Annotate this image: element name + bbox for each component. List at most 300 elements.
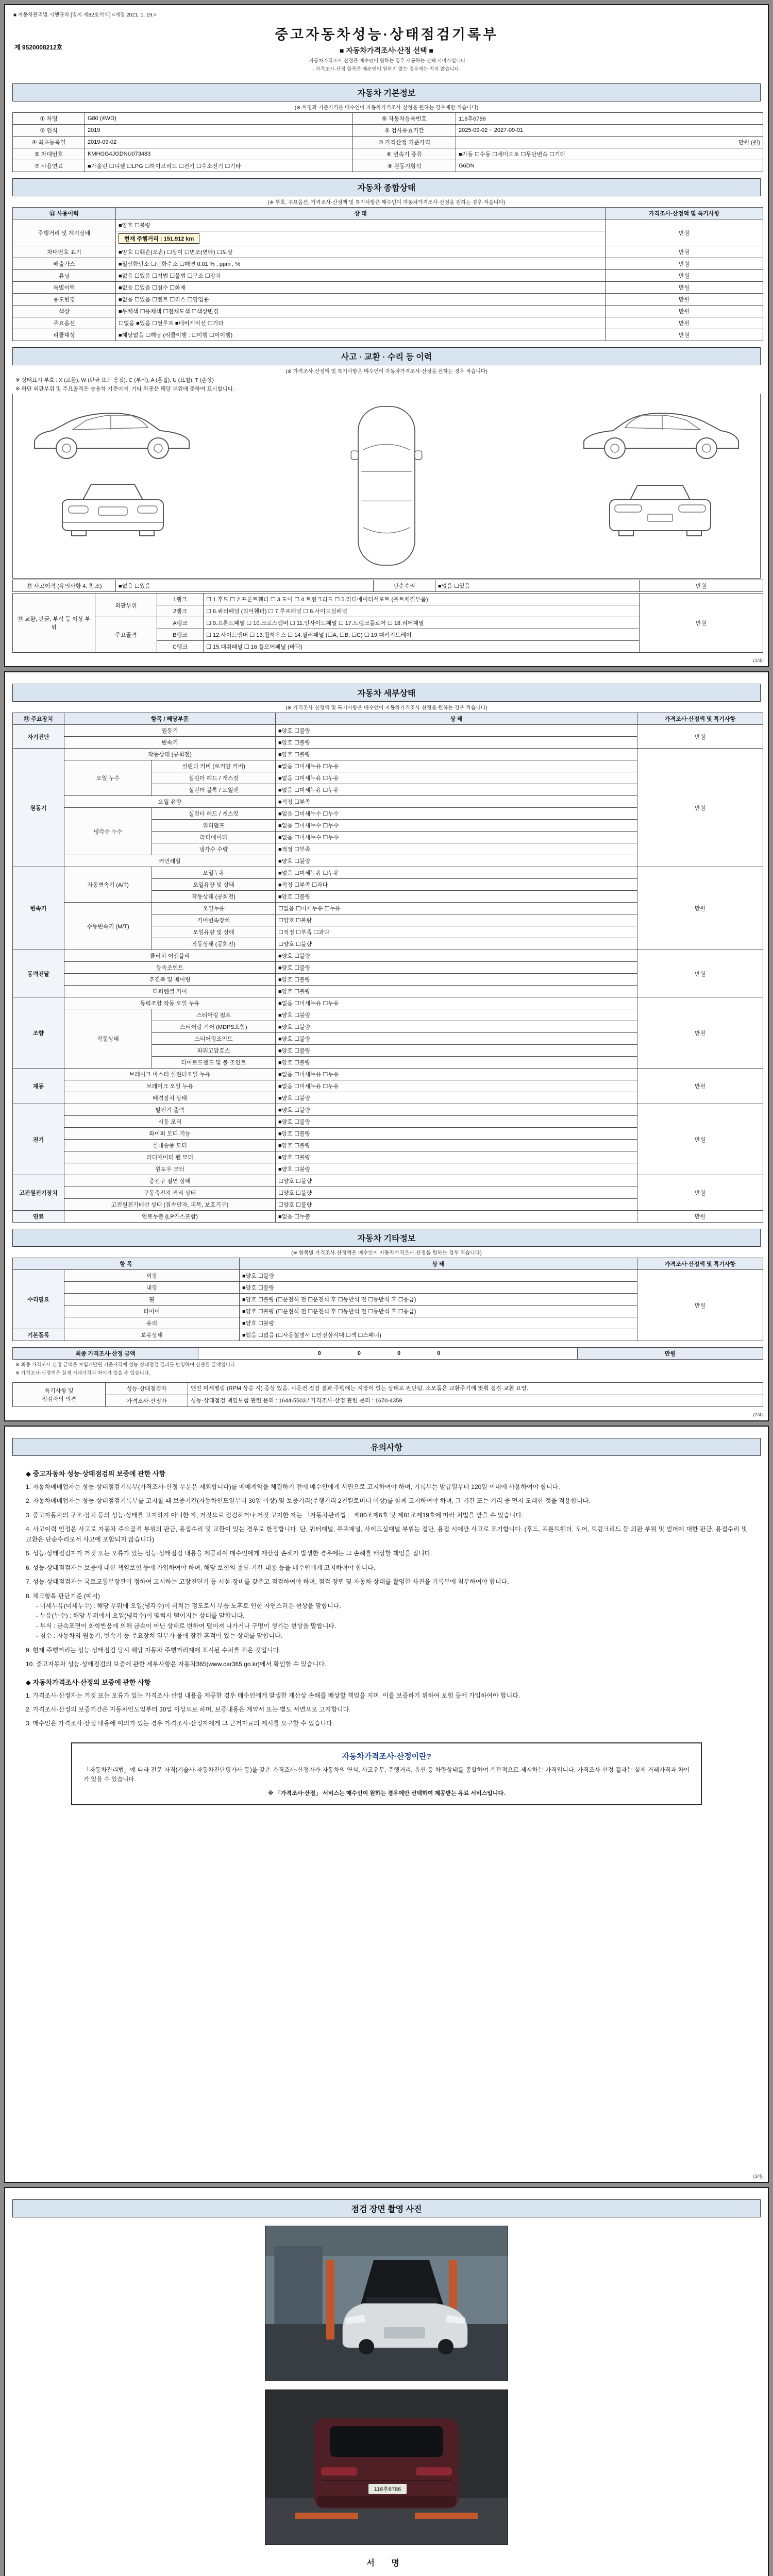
column-header: 상 태 [240, 1258, 637, 1270]
cell: 색상 [13, 306, 116, 317]
table-row [13, 294, 763, 306]
table-row [13, 1104, 763, 1116]
price-amount-cell: 만원 (원) [456, 137, 763, 148]
table-row [13, 580, 763, 592]
cell: ⑥ 변속기 종류 [353, 148, 456, 160]
checkbox-group[interactable]: ■양호 ☐불량 [276, 1163, 637, 1175]
group-label: 전기 [13, 1104, 64, 1175]
cell: 단순수리 [374, 580, 435, 592]
engine-type: G6DN [456, 160, 763, 172]
cell: 충전구 절연 상태 [64, 1175, 276, 1187]
section-title-accident: 사고 · 교환 · 수리 등 이력 [12, 347, 761, 365]
final-price-table [12, 1347, 761, 1360]
cell: 변속기 [64, 737, 276, 749]
checkbox-group[interactable]: ■양호 ☐불량 [276, 1151, 637, 1163]
table-row [13, 329, 763, 341]
cell: C랭크 [157, 641, 204, 653]
checkbox-group[interactable]: ■해당없음 ☐해당 (리콜이행 : ☐이행 ☐미이행) [116, 329, 606, 341]
checkbox-group[interactable]: ■양호 ☐불량 [276, 962, 637, 974]
cell: ⑦ 사용연료 [13, 160, 85, 172]
inspector-opinion-table [12, 1382, 761, 1407]
cell: 커먼레일 [64, 855, 276, 867]
notice-item: 7. 성능·상태점검자는 국토교통부장관이 정하여 고시하는 고장진단기 등 시설·장비를 갖추고 점검하여야 하며, 점검 장면 및 자동차 상태를 촬영한 사진을 기록부에 첨부하여야 합니다. [26, 1578, 509, 1586]
table-row [13, 317, 763, 329]
info-box-title: 자동차가격조사·산정이란? [342, 1752, 431, 1761]
cell: 윈도우 모터 [64, 1163, 276, 1175]
price-amount-cell: 만원 [637, 725, 763, 749]
checkbox-group[interactable]: ■없음 ☐미세누수 ☐누수 [276, 832, 637, 843]
checkbox-group[interactable]: ■없음 ☐미세누유 ☐누유 [276, 997, 637, 1009]
checkbox-group[interactable]: ■없음 ☐미세누유 ☐누유 [276, 772, 637, 784]
info-box-body: 「자동차관리법」에 따라 전문 자격(기술사·자동차진단평가사 등)을 갖춘 가격조사·산정자가 자동차의 연식, 사고유무, 주행거리, 옵션 등 차량상태를 종합하여 객관적으로 제시하는 가격입니다. 가격조사·산정 결과는 실제 거래가격과 차이가 있을 수 있습니다. [83, 1767, 690, 1783]
price-amount-cell: 만원 [606, 258, 763, 270]
price-amount-cell: 만원 [637, 1211, 763, 1223]
diagram-left-column [25, 401, 200, 544]
car-side-right-diagram [573, 401, 748, 468]
cell: 오일 누수 [64, 760, 152, 796]
cell: 실린더 블록 / 오일팬 [152, 784, 276, 796]
cell: ② 연식 [13, 125, 85, 137]
table-row [13, 950, 763, 962]
diagram-right-column [573, 401, 748, 544]
checkbox-group[interactable]: ■있음 ☐없음 (☐사용설명서 ☐안전삼각대 ☐잭 ☐스패너) [240, 1329, 637, 1341]
checkbox-group[interactable]: ■양호 ☐불량 [276, 1104, 637, 1116]
checkbox-group[interactable]: ■양호 ☐불량 [240, 1270, 637, 1282]
checkbox-group[interactable]: ■양호 ☐불량 [276, 891, 637, 903]
table-row [13, 1175, 763, 1187]
group-label: 자기진단 [13, 725, 64, 749]
cell: 타이로드엔드 및 볼 조인트 [152, 1057, 276, 1069]
checkbox-group[interactable]: ■양호 ☐불량 [240, 1282, 637, 1294]
section-note-basic-info: (※ 차명과 기준가격은 매수인이 자동차가격조사·산정을 원하는 경우에만 적습니다) [294, 105, 479, 111]
checkbox-group[interactable]: ■없음 ☐미세누유 ☐누유 [276, 784, 637, 796]
cell: 클러치 어셈블리 [64, 950, 276, 962]
checkbox-group[interactable]: ■양호 ☐불량 [276, 1092, 637, 1104]
checkbox-group[interactable]: ■자동 ☐수동 ☐세미오토 ☐무단변속 ☐기타 [456, 148, 763, 160]
page-marker-2: (2/4) [753, 1412, 763, 1417]
cell: 2랭크 [157, 605, 204, 617]
checkbox-group[interactable]: ■없음 ☐미세누수 ☐누수 [276, 820, 637, 832]
checkbox-group[interactable]: ☐양호 ☐불량 [276, 938, 637, 950]
price-amount-cell: 만원 [637, 1104, 763, 1175]
section-note-accident: (※ 가격조사·산정액 및 특기사항은 매수인이 자동차가격조사·산정을 원하는 경우 적습니다) [285, 369, 488, 375]
group-label: 동력전달 [13, 950, 64, 997]
cell: 작동상태 (공회전) [64, 749, 276, 760]
column-header: 가격조사·산정액 및 특기사항 [637, 713, 763, 725]
column-header: ⑪ 사용이력 [13, 208, 116, 219]
inspection-photos [12, 2226, 761, 2545]
cell: 외장 [64, 1270, 240, 1282]
checkbox-group[interactable]: ■적정 ☐부족 [276, 843, 637, 855]
group-label: 수리필요 [13, 1270, 64, 1329]
cell: 스티어링 펌프 [152, 1009, 276, 1021]
car-front-diagram [51, 477, 175, 544]
checkbox-group[interactable]: ■없음 ☐있음 [116, 580, 374, 592]
cell: 발전기 출력 [64, 1104, 276, 1116]
cell: ① 차명 [13, 113, 85, 125]
notice-item: 2. 자동차매매업자는 성능·상태점검기록부를 고지할 때 보증기간(자동차인도일부터 30일 이상) 및 보증거리(주행거리 2천킬로미터 이상)를 함께 고지하여야 하며, 그 기간 또는 거리 중 먼저 도래한 것을 적용합니다. [26, 1497, 591, 1505]
cell: 브레이크 마스터 실린더오일 누유 [64, 1069, 276, 1080]
checkbox-group[interactable]: ■양호 ☐불량 [276, 749, 637, 760]
cell: 리콜대상 [13, 329, 116, 341]
checkbox-group[interactable]: ■적정 ☐부족 [276, 796, 637, 808]
cell: 디퍼렌셜 기어 [64, 986, 276, 997]
cell: 브레이크 오일 누유 [64, 1080, 276, 1092]
checkbox-group[interactable]: ■양호 ☐불량 [276, 855, 637, 867]
cell: 실린더 커버 (로커암 커버) [152, 760, 276, 772]
group-label: 연료 [13, 1211, 64, 1223]
price-amount-cell: 만원 [637, 867, 763, 950]
notice-item: 10. 중고자동차 성능·상태점검의 보증에 관한 세부사항은 자동차365(www.car365.go.kr)에서 확인할 수 있습니다. [26, 1660, 327, 1668]
final-price-value: 0 0 0 0 [198, 1348, 578, 1360]
damage-basis-legend: ※ 하단 외판부위 및 주요골격은 승용차 기준이며, 기타 차종은 해당 부위에 준하여 표시합니다. [15, 386, 234, 392]
photo-plate-number: 116후6786 [374, 2486, 401, 2493]
checkbox-group[interactable]: ■일산화탄소 ☐탄화수소 ☐매연 0.01 % , ppm , % [116, 258, 606, 270]
group-label: 제동 [13, 1069, 64, 1104]
checkbox-group[interactable]: ■양호 ☐불량 [276, 950, 637, 962]
checkbox-group[interactable]: ■없음 ☐있음 ☐적법 ☐불법 ☐구조 ☐장치 [116, 270, 606, 282]
column-header: 최종 가격조사·산정 금액 [13, 1348, 198, 1360]
checkbox-group[interactable]: ☐없음 ■있음 ☐썬루프 ■네비게이션 ☐기타 [116, 317, 606, 329]
price-amount-cell: 만원 [606, 282, 763, 294]
table-row [13, 306, 763, 317]
checkbox-group[interactable]: ■양호 ☐불량 [276, 986, 637, 997]
checkbox-group[interactable]: ☐적정 ☐부족 ☐과다 [276, 926, 637, 938]
checkbox-group[interactable]: ■양호 ☐불량 [240, 1317, 637, 1329]
cell: 고전원전기배선 상태 (접속단자, 피복, 보호기구) [64, 1199, 276, 1211]
table-row [13, 246, 763, 258]
price-amount-cell: 만원 [606, 329, 763, 341]
checkbox-group[interactable]: ■없음 ☐미세누유 ☐누유 [276, 760, 637, 772]
cell: 유리 [64, 1317, 240, 1329]
cell: A랭크 [157, 617, 204, 629]
table-row [13, 160, 763, 172]
checkbox-group[interactable]: ■양호 ☐불량 [276, 725, 637, 737]
checkbox-group[interactable]: ■양호 ☐불량 [276, 1116, 637, 1128]
price-appraisal-info-box [71, 1742, 702, 1805]
cell: ⑨ 자동차등록번호 [353, 113, 456, 125]
cell: 자동변속기 (A/T) [64, 867, 152, 903]
vin: KMHGG4JGDNU073483 [85, 148, 353, 160]
section-title-basic-info: 자동차 기본정보 [12, 83, 761, 101]
checkbox-group[interactable]: ■양호 ☐불량 (☐운전석 전 ☐운전석 후 ☐동반석 전 ☐동반석 후 ☐응급) [240, 1306, 637, 1317]
cell: 내장 [64, 1282, 240, 1294]
cell: ③ 검사유효기간 [353, 125, 456, 137]
cell: B랭크 [157, 629, 204, 641]
cell: 워터펌프 [152, 820, 276, 832]
cell: 기어변속장치 [152, 914, 276, 926]
accident-history-table [12, 580, 761, 592]
column-header: 만원 [578, 1348, 763, 1360]
cell: 작동상태 (공회전) [152, 891, 276, 903]
form-title: 중고자동차성능·상태점검기록부 [274, 27, 499, 42]
car-rear-diagram [598, 477, 722, 544]
cell: 오일유량 및 상태 [152, 926, 276, 938]
checkbox-group[interactable]: ■양호 ☐훼손(오손) ☐상이 ☐변조(변타) ☐도말 [116, 246, 606, 258]
notices-list-1 [26, 1482, 747, 1670]
group-label: 조향 [13, 997, 64, 1069]
column-header: 항 목 [13, 1258, 240, 1270]
checkbox-group[interactable]: ■양호 ☐불량 [276, 1045, 637, 1057]
notice-item: 6. 성능·상태점검자는 보증에 대한 책임보험 등에 가입하여야 하며, 해당 보험의 종류·기간·내용 등을 매수인에게 고지하여야 합니다. [26, 1564, 376, 1571]
checkbox-group[interactable]: ■없음 ☐미세누유 ☐누유 [276, 867, 637, 879]
table-row [13, 594, 763, 605]
cell: 차대번호 표기 [13, 246, 116, 258]
table-row [13, 148, 763, 160]
price-amount-cell: 만원 [606, 294, 763, 306]
current-mileage [116, 231, 606, 246]
cell: 주행거리 및 계기상태 [13, 219, 116, 246]
cell: 배력장치 상태 [64, 1092, 276, 1104]
checkbox-group[interactable]: ☐양호 ☐불량 [276, 1199, 637, 1211]
price-amount-cell: 만원 [637, 950, 763, 997]
cell: 외판부위 [95, 594, 157, 617]
checkbox-group[interactable]: ■양호 ☐불량 [276, 974, 637, 986]
cell: 주요골격 [95, 617, 157, 653]
page-marker-3: (3/4) [753, 2174, 763, 2179]
checkbox-group[interactable]: ■양호 ☐불량 (☐운전석 전 ☐운전석 후 ☐동반석 전 ☐동반석 후 ☐응급) [240, 1294, 637, 1306]
form-subnote-1: · 자동차가격조사·산정은 매수인이 원하는 경우 제공하는 선택 서비스입니다. [306, 58, 467, 64]
price-amount-cell: 만원 [606, 246, 763, 258]
section-title-notices: 유의사항 [12, 1438, 761, 1456]
inspection-valid-period: 2025-09-02 ~ 2027-09-01 [456, 125, 763, 137]
cell: 원동기 [64, 725, 276, 737]
cell: 스티어링조인트 [152, 1033, 276, 1045]
form-subnote-2: · 가격조사·산정 항목은 매수인이 원하지 않는 경우에는 적지 않습니다. [312, 66, 461, 72]
form-page [0, 4, 773, 2576]
cell: 와이퍼 모터 기능 [64, 1128, 276, 1140]
table-row [13, 113, 763, 125]
signature-heading: 서 명 [366, 2559, 407, 2568]
checkbox-group[interactable]: ☐ 1.후드 ☐ 2.프론트휀더 ☐ 3.도어 ☐ 4.트렁크리드 ☐ 5.라디에이터서포트 (볼트체결부품) [204, 594, 640, 605]
checkbox-group[interactable]: ■없음 ☐미세누유 ☐누유 [276, 1080, 637, 1092]
checkbox-group[interactable]: ■양호 ☐불량 [276, 1140, 637, 1151]
column-header: 가격조사·산정액 및 특기사항 [606, 208, 763, 219]
cell: 가격조사·산정자 [106, 1395, 188, 1407]
cell: 구동축전지 격리 상태 [64, 1187, 276, 1199]
cell: 실린더 헤드 / 개스킷 [152, 772, 276, 784]
cell: 튜닝 [13, 270, 116, 282]
price-amount-cell: 만원 [606, 270, 763, 282]
cell: ⑬ 교환, 판금, 부식 등 이상 부위 [13, 594, 95, 653]
cell: ⑩ 가격산정 기준가격 [353, 137, 456, 148]
cell: 용도변경 [13, 294, 116, 306]
diagram-center-column [343, 401, 430, 571]
model-year: 2019 [85, 125, 353, 137]
cell: 특기사항 및 점검자의 의견 [13, 1383, 106, 1407]
cell: 1랭크 [157, 594, 204, 605]
section-note-overall: (※ 부호, 주요옵션, 가격조사·산정액 및 특기사항은 매수인이 자동차가격조사·산정을 원하는 경우 적습니다) [267, 200, 506, 206]
car-top-diagram [343, 401, 430, 571]
checkbox-group[interactable]: ■없음 ☐누출 [276, 1211, 637, 1223]
notice-item: 4. 사고이력 인정은 사고로 자동차 주요골격 부위의 판금, 용접수리 및 교환이 있는 경우로 한정합니다. 단, 쿼터패널, 루프패널, 사이드실패널 부위는 절단, 용접 시에만 사고로 표기합니다. (후드, 프론트휀더, 도어, 트렁크리드 등 외판 부위 및 범퍼에 대한 판금, 용접수리 및 교환은 단순수리로서 사고에 포함되지 않습니다) [26, 1526, 749, 1543]
checkbox-group[interactable]: ☐ 9.프론트패널 ☐ 10.크로스멤버 ☐ 11.인사이드패널 ☐ 17.트렁크플로어 ☐ 18.리어패널 [204, 617, 640, 629]
table-row [13, 725, 763, 737]
section-title-detail: 자동차 세부상태 [12, 684, 761, 702]
notices-subtitle-1: ◆ 중고자동차 성능·상태점검의 보증에 관한 사항 [26, 1470, 165, 1478]
notice-item: 1. 자동차매매업자는 성능·상태점검기록부(가격조사·산정 부분은 제외합니다)를 매매계약을 체결하기 전에 매수인에게 서면으로 고지하여야 하며, 기록부는 발급일부터 120일 이내에 사용하여야 합니다. [26, 1483, 560, 1490]
checkbox-group[interactable]: ■없음 ☐있음 [435, 580, 640, 592]
cell: 동력조향 작동 오일 누유 [64, 997, 276, 1009]
checkbox-group[interactable]: ☐ 15.대쉬패널 ☐ 16.플로어패널 (바닥) [204, 641, 640, 653]
table-row [13, 258, 763, 270]
price-amount-cell: 만원 [637, 749, 763, 867]
table-row [13, 125, 763, 137]
column-header: 항목 / 해당부품 [64, 713, 276, 725]
cell: 추진축 및 베어링 [64, 974, 276, 986]
overall-condition-table [12, 207, 761, 341]
table-row [13, 1270, 763, 1282]
cell: 연료누출 (LP가스포함) [64, 1211, 276, 1223]
checkbox-group[interactable]: ■가솔린 ☐디젤 ☐LPG ☐하이브리드 ☐전기 ☐수소전기 ☐기타 [85, 160, 353, 172]
current-mileage: 현재 주행거리 : 151,912 km [119, 233, 199, 244]
table-row [13, 1258, 763, 1270]
cell: 실내송풍 모터 [64, 1140, 276, 1151]
cell: 등속조인트 [64, 962, 276, 974]
checkbox-group[interactable]: ■적정 ☐부족 ☐과다 [276, 879, 637, 891]
cell: 오일유량 및 상태 [152, 879, 276, 891]
cell: 라디에이터 [152, 832, 276, 843]
notice-item: 3. 중고자동차의 구조·장치 등의 성능·상태를 고지하지 아니한 자, 거짓으로 점검하거나 거짓 고지한 자는 「자동차관리법」 제80조제6호 및 제81조제19호에 따라 처벌을 받을 수 있습니다. [26, 1511, 524, 1519]
cell: 라디에이터 팬 모터 [64, 1151, 276, 1163]
cell: 수동변속기 (M/T) [64, 903, 152, 950]
plate-number: 116후6786 [456, 113, 763, 125]
final-price-note-1: ※ 최종 가격조사·산정 금액은 보험개발원 기준가격에 성능·상태점검 결과를 반영하여 산출한 금액입니다. [15, 1362, 237, 1368]
notice-item: 3. 매수인은 가격조사·산정 내용에 이의가 있는 경우 가격조사·산정자에게 그 근거자료의 제시를 요구할 수 있습니다. [26, 1720, 334, 1727]
checkbox-group[interactable]: ■없음 ☐있음 ☐침수 ☐화재 [116, 282, 606, 294]
cell: 작동상태 [64, 1009, 152, 1069]
cell: 파워고압호스 [152, 1045, 276, 1057]
cell: 휠 [64, 1294, 240, 1306]
notice-item: 2. 가격조사·산정의 보증기간은 자동차인도일부터 30일 이상으로 하며, 보증내용은 계약서 또는 별도 서면으로 고지합니다. [26, 1706, 351, 1713]
section-note-etc: (※ 항목별 가격조사·산정액은 매수인이 자동차가격조사·산정을 원하는 경우 적습니다) [291, 1250, 482, 1256]
checkbox-group[interactable]: ■양호 ☐불량 [276, 1057, 637, 1069]
table-row [13, 219, 763, 231]
section-title-photos: 점검 장면 촬영 사진 [12, 2199, 761, 2217]
table-row [13, 997, 763, 1009]
appraiser-opinion: 성능·상태점검 책임보험 관련 문의 : 1644-5503 / 가격조사·산정 관련 문의 : 1670-4359 [188, 1395, 763, 1407]
table-row [13, 867, 763, 879]
section-title-overall: 자동차 종합상태 [12, 178, 761, 196]
cell: 오일 유량 [64, 796, 276, 808]
cell: 타이어 [64, 1306, 240, 1317]
cell: 냉각수 누수 [64, 808, 152, 855]
checkbox-group[interactable]: ■양호 ☐불량 [276, 1021, 637, 1033]
inspector-opinion: 엔진 미세떨림 (RPM 상승 시) 증상 있음. 시운전 점검 결과 주행에는 지장이 없는 상태로 판단됨. 소모품은 교환주기에 맞춰 점검·교환 요망. [188, 1383, 763, 1395]
cell: 주요옵션 [13, 317, 116, 329]
group-label: 기본품목 [13, 1329, 64, 1341]
checkbox-group[interactable]: ■양호 ☐불량 [276, 737, 637, 749]
vehicle-name: G80 (4WD) [85, 113, 353, 125]
final-price-note-2: ※ 가격조사·산정액은 실제 거래가격과 차이가 있을 수 있습니다. [15, 1370, 150, 1376]
cell: 배출가스 [13, 258, 116, 270]
checkbox-group[interactable]: ■없음 ☐미세누수 ☐누수 [276, 808, 637, 820]
notices-list-2 [26, 1691, 747, 1729]
table-row [13, 749, 763, 760]
inspection-photo-front [265, 2226, 508, 2381]
group-label: 변속기 [13, 867, 64, 950]
page-marker-1: (1/4) [753, 658, 763, 663]
price-amount-cell: 만원 [606, 317, 763, 329]
etc-info-table [12, 1258, 761, 1341]
column-header: 상 태 [116, 208, 606, 219]
notice-item: 5. 성능·상태점검자가 거짓 또는 오류가 있는 성능·상태점검 내용을 제공하여 매수인에게 재산상 손해가 발생한 경우에는 그 손해를 배상할 책임을 집니다. [26, 1550, 432, 1557]
checkbox-group[interactable]: ■무채색 ☐유채색 ☐전체도색 ☐색상변경 [116, 306, 606, 317]
cell: 작동상태 (공회전) [152, 938, 276, 950]
price-amount-cell: 만원 [637, 1069, 763, 1104]
section-note-detail: (※ 가격조사·산정액 및 특기사항은 매수인이 자동차가격조사·산정을 원하는 경우 적습니다) [285, 705, 488, 711]
checkbox-group[interactable]: ☐양호 ☐불량 [276, 1187, 637, 1199]
damage-code-legend: ※ 상태표시 부호 : X (교환), W (판금 또는 용접), C (부식), A (흠집), U (요철), T (손상) [15, 377, 214, 383]
group-label: 고전원전기장치 [13, 1175, 64, 1211]
notices-subtitle-2: ◆ 자동차가격조사·산정의 보증에 관한 사항 [26, 1678, 151, 1686]
price-amount-cell: 만원 [606, 219, 763, 246]
checkbox-group[interactable]: ☐없음 ☐미세누유 ☐누유 [276, 903, 637, 914]
document-number: 제 9520008212호 [14, 44, 63, 51]
basic-info-table [12, 112, 761, 172]
cell: 오일누유 [152, 903, 276, 914]
cell: 시동 모터 [64, 1116, 276, 1128]
checkbox-group[interactable]: ☐ 12.사이드멤버 ☐ 13.휠하우스 ☐ 14.필러패널 (☐A, ☐B, ☐C) ☐ 19.패키지트레이 [204, 629, 640, 641]
price-amount-cell: 만원 [637, 997, 763, 1069]
first-registration-date: 2019-09-02 [85, 137, 353, 148]
checkbox-group[interactable]: ☐ 6.쿼터패널 (리어휀더) ☐ 7.루프패널 ☐ 8.사이드실패널 [204, 605, 640, 617]
cell: ⑧ 원동기형식 [353, 160, 456, 172]
section-title-etc: 자동차 기타정보 [12, 1229, 761, 1247]
notices-content [12, 1456, 761, 1816]
info-box-note: ※ 「가격조사·산정」 서비스는 매수인이 원하는 경우에만 선택하여 제공받는 유료 서비스입니다. [267, 1790, 506, 1797]
table-row [13, 208, 763, 219]
cell: 스티어링 기어 (MDPS포함) [152, 1021, 276, 1033]
price-amount-cell: 만원 [637, 1175, 763, 1211]
notice-item: 8. 체크항목 판단기준 (예시) - 미세누유(미세누수) : 해당 부위에 오일(냉각수)이 비치는 정도로서 부품 노후로 인한 자연스러운 현상을 말합니다. - 누유(누수) : 해당 부위에서 오일(냉각수)이 맺혀서 떨어지는 상태를 말합니다. - 부식 : 금속표면이 화학반응에 의해 금속이 아닌 상태로 변하여 떨어져 나가거나 구멍이 생기는 현상을 말합니다. - 침수 : 자동차의 원동기, 변속기 등 주요장치 일부가 물에 잠긴 흔적이 있는 상태를 말합니다. [26, 1592, 341, 1640]
price-amount-cell: 만원 [637, 1270, 763, 1341]
checkbox-group[interactable]: ■양호 ☐불량 [116, 219, 606, 231]
cell: ⑫ 사고이력 (유의사항 4. 참조) [13, 580, 116, 592]
table-row [13, 1069, 763, 1080]
cell: 성능·상태점검자 [106, 1383, 188, 1395]
group-label: 원동기 [13, 749, 64, 867]
table-row [13, 1211, 763, 1223]
checkbox-group[interactable]: ■없음 ☐있음 ☐렌트 ☐리스 ☐영업용 [116, 294, 606, 306]
panel-rank-table [12, 593, 761, 653]
notice-item: 9. 현재 주행거리는 성능·상태점검 당시 해당 자동차 주행거리계에 표시된 수치를 적은 것입니다. [26, 1646, 281, 1654]
panel-detail-etc [4, 671, 769, 1421]
notice-item: 1. 가격조사·산정자는 거짓 또는 오류가 있는 가격조사·산정 내용을 제공한 경우 매수인에게 발생한 재산상 손해를 배상할 책임을 지며, 이를 보증하기 위하여 보험 등에 가입하여야 합니다. [26, 1691, 520, 1699]
cell: 특별이력 [13, 282, 116, 294]
cell: 냉각수 수량 [152, 843, 276, 855]
table-row [13, 1395, 763, 1407]
checkbox-group[interactable]: ■없음 ☐미세누유 ☐누유 [276, 1069, 637, 1080]
form-subtitle: ■ 자동차가격조사·산정 선택 ■ [339, 46, 433, 55]
checkbox-group[interactable]: ☐양호 ☐불량 [276, 914, 637, 926]
column-header: ⑭ 주요장치 [13, 713, 64, 725]
checkbox-group[interactable]: ■양호 ☐불량 [276, 1033, 637, 1045]
panel-notices [4, 1426, 769, 2183]
checkbox-group[interactable]: ■양호 ☐불량 [276, 1128, 637, 1140]
table-row [13, 1383, 763, 1395]
checkbox-group[interactable]: ☐양호 ☐불량 [276, 1175, 637, 1187]
table-row [13, 282, 763, 294]
car-side-left-diagram [25, 401, 200, 468]
detail-condition-table [12, 713, 761, 1223]
table-row [13, 1348, 763, 1360]
table-row [13, 270, 763, 282]
checkbox-group[interactable]: ■양호 ☐불량 [276, 1009, 637, 1021]
damage-diagram [12, 394, 761, 579]
price-amount-cell: 만원 [640, 594, 763, 653]
cell: 보유상태 [64, 1329, 240, 1341]
